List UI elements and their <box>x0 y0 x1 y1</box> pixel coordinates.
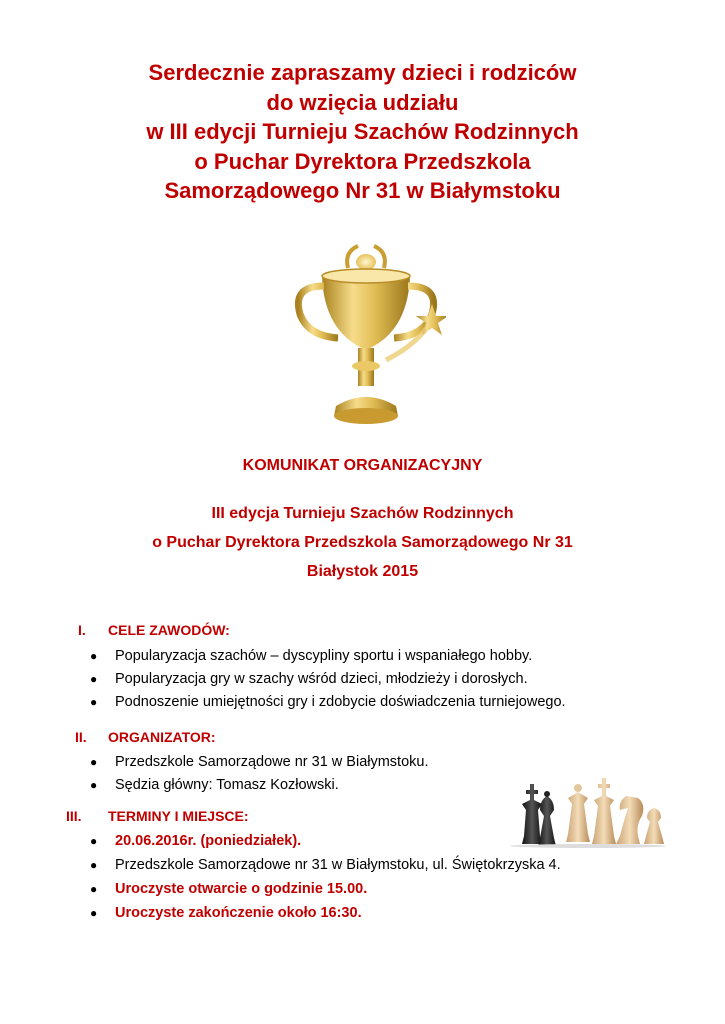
invitation-title <box>0 58 725 206</box>
section-label: ORGANIZATOR: <box>108 729 216 745</box>
bullet-icon: ● <box>90 695 98 709</box>
section-number: I. <box>78 622 86 638</box>
title-line: o Puchar Dyrektora Przedszkola <box>194 148 531 174</box>
section-number: III. <box>66 808 82 824</box>
bullet-icon: ● <box>90 882 98 896</box>
subtitle-line: III edycja Turnieju Szachów Rodzinnych <box>211 505 514 522</box>
tournament-subtitle <box>0 499 725 586</box>
bullet-icon: ● <box>90 858 98 872</box>
trophy-icon <box>286 240 446 435</box>
bullet-icon: ● <box>90 834 98 848</box>
subtitle-line: Białystok 2015 <box>306 563 419 580</box>
bullet-icon: ● <box>90 778 98 792</box>
section-label: CELE ZAWODÓW: <box>108 622 230 638</box>
section-label: TERMINY I MIEJSCE: <box>108 808 249 824</box>
announcement-heading: KOMUNIKAT ORGANIZACYJNY <box>242 457 483 474</box>
title-line: w III edycji Turnieju Szachów Rodzinnych <box>146 119 579 144</box>
bullet-icon: ● <box>90 672 98 686</box>
title-line: Serdecznie zapraszamy dzieci i rodziców <box>148 60 577 85</box>
bullet-icon: ● <box>90 649 98 663</box>
title-line: Samorządowego Nr 31 w Białymstoku <box>164 178 561 203</box>
bullet-icon: ● <box>90 906 98 920</box>
title-line: do wzięcia udziału <box>266 89 459 115</box>
section-number: II. <box>75 729 87 745</box>
subtitle-line: o Puchar Dyrektora Przedszkola Samorządowego Nr 31 <box>152 534 573 551</box>
chess-pieces-icon <box>508 770 668 848</box>
bullet-icon: ● <box>90 755 98 769</box>
